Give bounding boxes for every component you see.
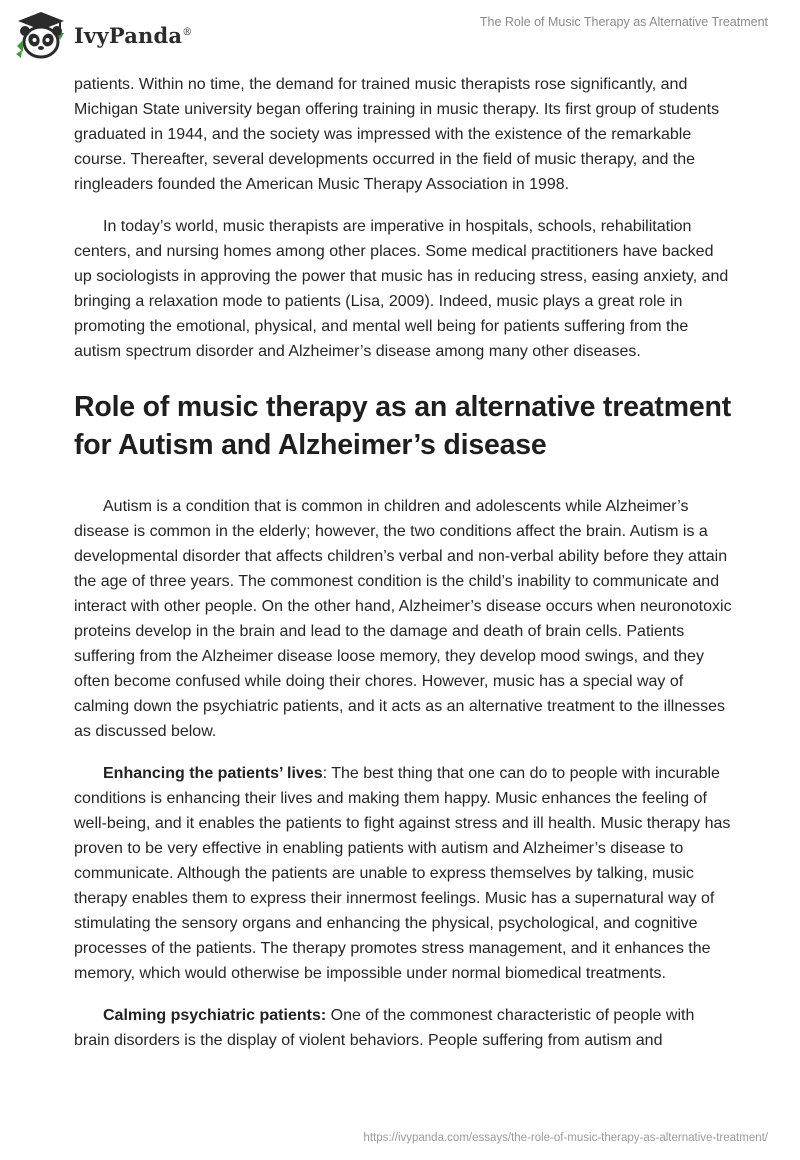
essay-content — [74, 72, 734, 1070]
paragraph-4-lead: Enhancing the patients’ lives — [103, 765, 323, 782]
paragraph-2: In today’s world, music therapists are imperative in hospitals, schools, rehabilitation centers, and nursing homes among other places. Some medical practitioners have backed up sociologists in approving the power that music has in reducing stress, easing anxiety, and bringing a relaxation mode to patients (Lisa, 2009). Indeed, music plays a great role in promoting the emotional, physical, and mental well being for patients suffering from the autism spectrum disorder and Alzheimer’s disease among many other diseases. — [74, 218, 729, 360]
document-title: The Role of Music Therapy as Alternative Treatment — [479, 15, 768, 29]
brand-name: IvyPanda® — [74, 22, 193, 48]
paragraph-5-text: One of the commonest characteristic of people with brain disorders is the display of violent behaviors. People suffering from autism and — [74, 1007, 695, 1049]
page-header — [0, 0, 800, 70]
section-heading: Role of music therapy as an alternative treatment for Autism and Alzheimer’s disease — [74, 391, 731, 461]
source-url-link[interactable]: https://ivypanda.com/essays/the-role-of-music-therapy-as-alternative-treatment/ — [363, 1132, 768, 1144]
paragraph-4-text: : The best thing that one can do to people with incurable conditions is enhancing their lives and making them happy. Music enhances the feeling of well-being, and it enables the patients to fight against stress and ill health. Music therapy has proven to be very effective in enabling patients with autism and Alzheimer’s disease to communicate. Although the patients are unable to express themselves by talking, music therapy enables them to express their innermost feelings. Music has a supernatural way of stimulating the sensory organs and enhancing the physical, psychological, and cognitive processes of the patients. The therapy promotes stress management, and it enhances the memory, which would otherwise be impossible under normal biomedical treatments. — [74, 765, 731, 982]
panda-graduate-icon — [14, 10, 68, 60]
paragraph-5 — [74, 1003, 734, 1053]
paragraph-3: Autism is a condition that is common in children and adolescents while Alzheimer’s disease is common in the elderly; however, the two conditions affect the brain. Autism is a developmental disorder that affects children’s verbal and non-verbal ability before they attain the age of three years. The commonest condition is the child’s inability to communicate and interact with other people. On the other hand, Alzheimer’s disease occurs when neuronotoxic proteins develop in the brain and lead to the damage and death of brain cells. Patients suffering from the Alzheimer disease loose memory, they develop mood swings, and they often become confused while doing their chores. However, music has a special way of calming down the psychiatric patients, and it acts as an alternative treatment to the illnesses as discussed below. — [74, 498, 732, 740]
paragraph-4 — [74, 761, 734, 986]
paragraph-1: patients. Within no time, the demand for trained music therapists rose significantly, and Michigan State university began offering training in music therapy. Its first group of students graduated in 1944, and the society was impressed with the existence of the remarkable course. Thereafter, several developments occurred in the field of music therapy, and the ringleaders founded the American Music Therapy Association in 1998. — [74, 76, 720, 193]
paragraph-5-lead: Calming psychiatric patients: — [103, 1007, 327, 1024]
brand-logo-link[interactable] — [14, 10, 192, 60]
